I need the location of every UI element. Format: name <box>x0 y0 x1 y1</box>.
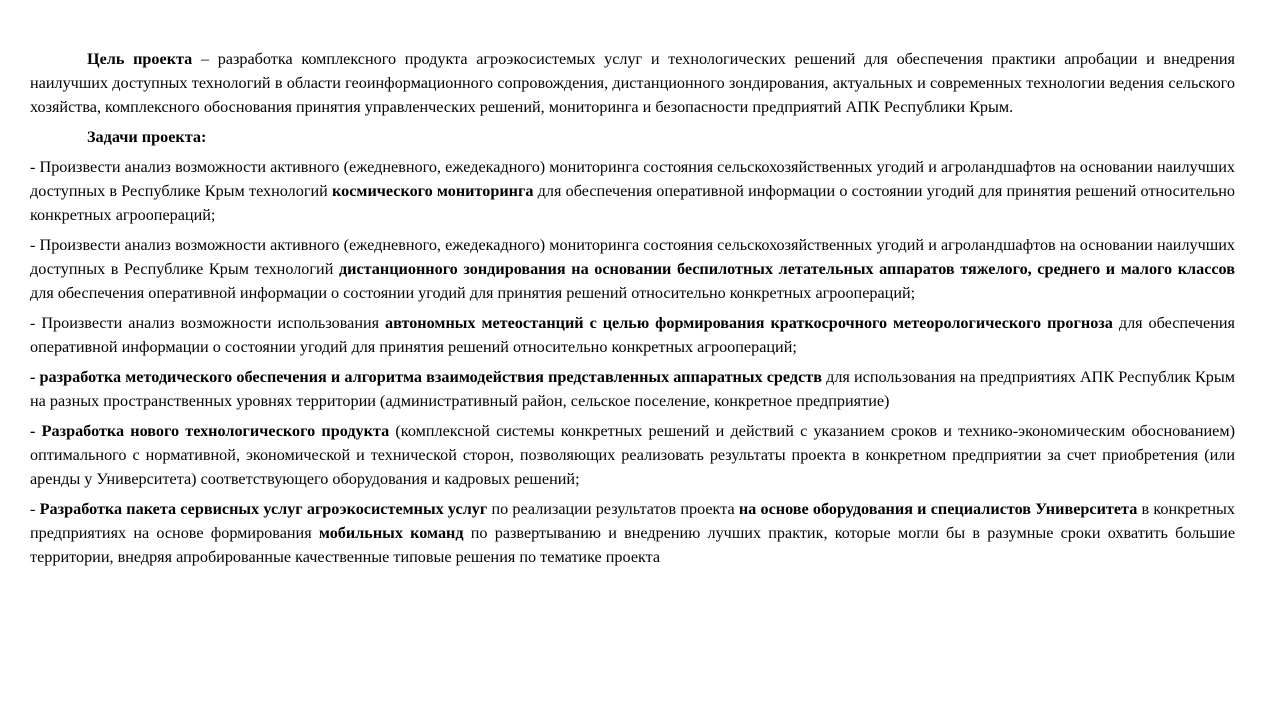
task-paragraph-6 <box>30 497 1235 569</box>
task-2-text-a: - Произвести анализ возможности активного (ежедневного, ежедекадного) мониторинга состояния сельскохозяйственных угодий и агроландшафтов на основании наилучших доступных в Республике Крым технологий <box>30 236 1235 278</box>
task-6-bold-b: на основе оборудования и специалистов Университета <box>738 500 1138 518</box>
project-goal-paragraph <box>30 47 1235 119</box>
task-5-text-b: (комплексной системы конкретных решений и действий с указанием сроков и технико-экономическим обоснованием) оптимального с нормативной, экономической и технической сторон, позволяющих реализовать результаты проекта в конкретном предприятии за счет приобретения (или аренды у Университета) соответствующего оборудования и кадровых решений; <box>30 422 1235 488</box>
task-1-bold-a: космического мониторинга <box>332 182 534 200</box>
task-1-text-b: для обеспечения оперативной информации о состоянии угодий для принятия решений относительно конкретных агроопераций; <box>30 182 1235 224</box>
task-3-text-a: - Произвести анализ возможности использования <box>30 314 386 332</box>
task-2-text-b: для обеспечения оперативной информации о состоянии угодий для принятия решений относительно конкретных агроопераций; <box>30 284 916 302</box>
task-5-bold-a: - Разработка нового технологического продукта <box>30 422 390 440</box>
task-6-bold-a: Разработка пакета сервисных услуг агроэкосистемных услуг <box>39 500 488 518</box>
task-paragraph-1 <box>30 155 1235 227</box>
tasks-heading <box>30 125 1235 149</box>
task-paragraph-4 <box>30 365 1235 413</box>
task-paragraph-5 <box>30 419 1235 491</box>
tasks-heading-label: Задачи проекта: <box>87 128 207 146</box>
task-4-bold-a: - разработка методического обеспечения и алгоритма взаимодействия представленных аппаратных средств <box>30 368 822 386</box>
task-paragraph-2 <box>30 233 1235 305</box>
task-6-text-c: в конкретных предприятиях на основе формирования <box>30 500 1235 542</box>
slide-body <box>30 47 1235 575</box>
task-4-text-b: для использования на предприятиях АПК Республик Крым на разных пространственных уровнях территории (административный район, сельское поселение, конкретное предприятие) <box>30 368 1235 410</box>
task-2-bold-a: дистанционного зондирования на основании беспилотных летательных аппаратов тяжелого, среднего и малого классов <box>338 260 1235 278</box>
task-1-text-a: - Произвести анализ возможности активного (ежедневного, ежедекадного) мониторинга состояния сельскохозяйственных угодий и агроландшафтов на основании наилучших доступных в Республике Крым технологий <box>30 158 1235 200</box>
task-paragraph-3 <box>30 311 1235 359</box>
task-6-bold-c: мобильных команд <box>318 524 464 542</box>
task-6-text-b: по реализации результатов проекта <box>487 500 739 518</box>
project-goal-label: Цель проекта <box>87 50 193 68</box>
task-3-text-b: для обеспечения оперативной информации о состоянии угодий для принятия решений относительно конкретных агроопераций; <box>30 314 1235 356</box>
task-3-bold-a: автономных метеостанций с целью формирования краткосрочного метеорологического прогноза <box>385 314 1113 332</box>
project-goal-text: – разработка комплексного продукта агроэкосистемых услуг и технологических решений для обеспечения практики апробации и внедрения наилучших доступных технологий в области геоинформационного сопровождения, дистанционного зондирования, актуальных и современных технологии ведения сельского хозяйства, комплексного обоснования принятия управленческих решений, мониторинга и безопасности предприятий АПК Республики Крым. <box>30 50 1235 116</box>
task-6-text-a: - <box>30 500 40 518</box>
task-6-text-d: по развертыванию и внедрению лучших практик, которые могли бы в разумные сроки охватить большие территории, внедряя апробированные качественные типовые решения по тематике проекта <box>30 524 1236 566</box>
